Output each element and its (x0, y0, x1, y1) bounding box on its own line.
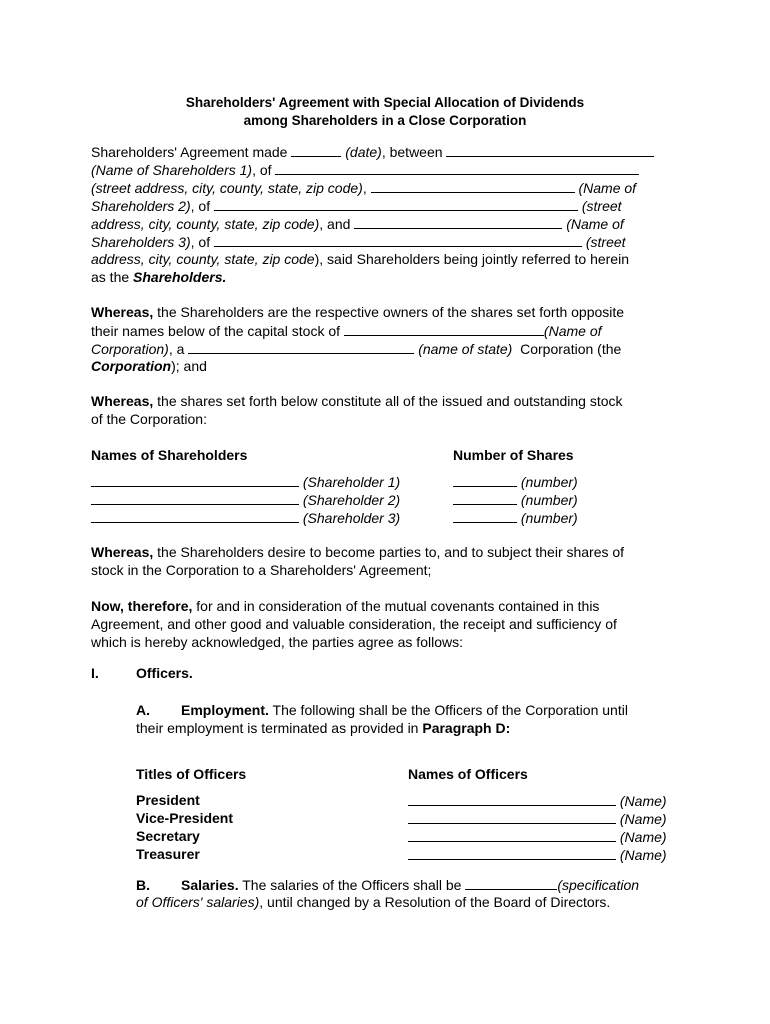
whereas-text: the Shareholders are the respective owners of the shares set forth opposite (153, 304, 625, 320)
shareholder-name-blank[interactable] (91, 508, 299, 523)
state-blank[interactable] (188, 339, 414, 354)
corporation-name-blank[interactable] (344, 321, 544, 336)
intro-text: , and (319, 216, 351, 232)
shares-row (91, 490, 400, 509)
date-blank[interactable] (291, 142, 341, 157)
corporation-term: Corporation (91, 358, 172, 374)
shares-column-header: Number of Shares (453, 447, 574, 463)
address-hint: (street address, city, county, state, zip code) (91, 180, 363, 196)
shares-row (453, 472, 578, 491)
number-hint: (number) (520, 510, 578, 526)
now-text: Agreement, and other good and valuable consideration, the receipt and sufficiency of (91, 616, 617, 632)
title-line-2: among Shareholders in a Close Corporation (243, 113, 527, 128)
now-therefore-label: Now, therefore, (91, 598, 193, 614)
intro-text: as the (91, 269, 130, 285)
now-therefore-paragraph (91, 597, 686, 651)
shares-row (453, 508, 578, 527)
officer-name-blank[interactable] (408, 809, 616, 824)
shareholder-3-hint: (Name of (566, 216, 624, 232)
officer-name-blank[interactable] (408, 827, 616, 842)
whereas-paragraph-2 (91, 392, 686, 428)
officer-name-hint: (Name) (619, 793, 667, 809)
section-title: Officers. (136, 665, 193, 681)
whereas-text: the shares set forth below constitute all of the issued and outstanding stock (153, 393, 623, 409)
title-line-1: Shareholders' Agreement with Special Allocation of Dividends (185, 95, 585, 110)
corporation-hint: (Name of (543, 323, 602, 339)
shareholder-1-address-blank[interactable] (275, 160, 639, 175)
whereas-paragraph-1 (91, 303, 686, 375)
shareholder-name-blank[interactable] (91, 472, 299, 487)
intro-text: , between (381, 144, 443, 160)
salaries-text: , until changed by a Resolution of the Board of Directors. (259, 894, 611, 910)
officer-titles-header: Titles of Officers (136, 766, 247, 782)
officer-title: Vice-President (136, 810, 234, 826)
shareholder-name-blank[interactable] (91, 490, 299, 505)
salary-hint: of Officers' salaries) (136, 894, 260, 910)
salaries-paragraph (136, 875, 686, 911)
subsection-letter: B. (136, 877, 150, 893)
officer-title: Secretary (136, 828, 200, 844)
whereas-text: stock in the Corporation to a Shareholders' Agreement; (91, 562, 432, 578)
officer-row (408, 809, 667, 828)
number-blank[interactable] (453, 490, 517, 505)
now-text: which is hereby acknowledged, the parties agree as follows: (91, 634, 463, 650)
paragraph-d-reference: Paragraph D: (422, 720, 511, 736)
officer-title: President (136, 792, 200, 808)
whereas-text: ); and (171, 358, 207, 374)
officer-names-header: Names of Officers (408, 766, 528, 782)
number-hint: (number) (520, 474, 578, 490)
whereas-text: of the Corporation: (91, 411, 207, 427)
shares-row (453, 490, 578, 509)
officer-row (408, 845, 667, 864)
number-blank[interactable] (453, 472, 517, 487)
shares-row (91, 472, 400, 491)
whereas-label: Whereas, (91, 304, 154, 320)
shareholder-1-hint: (Name of Shareholders 1) (91, 162, 253, 178)
officer-title: Treasurer (136, 846, 200, 862)
whereas-label: Whereas, (91, 393, 154, 409)
address-hint: (street (585, 234, 626, 250)
intro-text: Shareholders' Agreement made (91, 144, 288, 160)
shareholder-hint: (Shareholder 2) (302, 492, 401, 508)
shareholders-column-header: Names of Shareholders (91, 447, 248, 463)
officer-row (408, 791, 667, 810)
shareholder-2-hint: (Name of (578, 180, 637, 196)
address-hint: (street (581, 198, 622, 214)
employment-heading: Employment. (181, 702, 269, 718)
number-hint: (number) (520, 492, 578, 508)
intro-text: , of (190, 234, 211, 250)
shareholder-2-blank[interactable] (371, 178, 575, 193)
officer-name-blank[interactable] (408, 791, 616, 806)
shareholder-hint: (Shareholder 3) (302, 510, 401, 526)
corporation-hint: Corporation) (91, 341, 169, 357)
employment-text: their employment is terminated as provided in (136, 720, 419, 736)
salary-blank[interactable] (465, 875, 557, 890)
salaries-heading: Salaries. (181, 877, 239, 893)
whereas-text: their names below of the capital stock of (91, 323, 341, 339)
shares-row (91, 508, 400, 527)
employment-text: The following shall be the Officers of the Corporation until (268, 702, 628, 718)
section-number: I. (91, 665, 99, 681)
officer-name-hint: (Name) (619, 811, 667, 827)
shareholder-3-address-blank[interactable] (214, 232, 582, 247)
whereas-label: Whereas, (91, 544, 154, 560)
whereas-text: Corporation (the (520, 341, 622, 357)
shareholder-3-blank[interactable] (354, 214, 562, 229)
whereas-text: the Shareholders desire to become parties to, and to subject their shares of (153, 544, 625, 560)
document-title (0, 94, 770, 130)
subsection-letter: A. (136, 702, 150, 718)
intro-text: ), said Shareholders being jointly referred to herein (314, 251, 629, 267)
shareholder-1-blank[interactable] (446, 142, 654, 157)
intro-text: , of (190, 198, 211, 214)
intro-text: , of (252, 162, 272, 178)
address-hint: address, city, county, state, zip code) (91, 216, 320, 232)
state-hint: (name of state) (418, 341, 513, 357)
shareholder-2-address-blank[interactable] (214, 196, 578, 211)
number-blank[interactable] (453, 508, 517, 523)
date-hint: (date) (345, 144, 382, 160)
officer-row (408, 827, 667, 846)
salary-hint: (specification (557, 877, 640, 893)
salaries-text: The salaries of the Officers shall be (238, 877, 462, 893)
officer-name-blank[interactable] (408, 845, 616, 860)
address-hint: address, city, county, state, zip code (91, 251, 315, 267)
officer-name-hint: (Name) (619, 829, 667, 845)
officer-name-hint: (Name) (619, 847, 667, 863)
shareholder-3-hint: Shareholders 3) (91, 234, 191, 250)
shareholders-term: Shareholders. (133, 269, 227, 285)
intro-paragraph (91, 142, 686, 286)
employment-paragraph (136, 701, 686, 737)
shareholder-2-hint: Shareholders 2) (91, 198, 191, 214)
shareholder-hint: (Shareholder 1) (302, 474, 401, 490)
now-text: for and in consideration of the mutual covenants contained in this (192, 598, 600, 614)
whereas-text: , a (168, 341, 185, 357)
whereas-paragraph-3 (91, 543, 686, 579)
intro-text: , (362, 180, 367, 196)
